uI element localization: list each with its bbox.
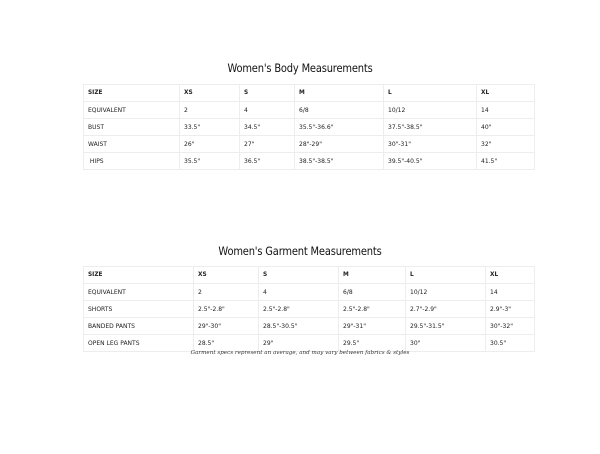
table-cell: 6/8	[295, 102, 384, 119]
table-cell: 34.5"	[240, 119, 295, 136]
row-label: SHORTS	[84, 301, 194, 318]
table-cell: 26"	[180, 136, 240, 153]
header-cell-xs: XS	[180, 85, 240, 102]
header-cell-m: M	[339, 267, 406, 284]
table-cell: 38.5"-38.5"	[295, 153, 384, 170]
table-cell: 29.5"	[339, 335, 406, 352]
table-row-shorts	[84, 301, 535, 318]
row-label: EQUIVALENT	[84, 102, 180, 119]
table-cell: 2.9"-3"	[486, 301, 535, 318]
table-cell: 39.5"-40.5"	[384, 153, 477, 170]
table-row-hips	[84, 153, 535, 170]
table-cell: 33.5"	[180, 119, 240, 136]
header-cell-m: M	[295, 85, 384, 102]
table-row-equivalent	[84, 102, 535, 119]
table-header-row	[84, 85, 535, 102]
table-cell: 2	[180, 102, 240, 119]
table-cell: 35.5"-36.6"	[295, 119, 384, 136]
row-label: WAIST	[84, 136, 180, 153]
table-cell: 10/12	[406, 284, 486, 301]
table-cell: 32"	[477, 136, 535, 153]
table-cell: 2	[194, 284, 259, 301]
table-cell: 30"	[406, 335, 486, 352]
table-cell: 29"-30"	[194, 318, 259, 335]
row-label: BUST	[84, 119, 180, 136]
body-measurements-title: Women's Body Measurements	[227, 61, 373, 75]
table-cell: 30.5"	[486, 335, 535, 352]
row-label: EQUIVALENT	[84, 284, 194, 301]
table-cell: 36.5"	[240, 153, 295, 170]
garment-measurements-title: Women's Garment Measurements	[218, 244, 382, 258]
body-measurements-table	[83, 84, 535, 170]
row-label: BANDED PANTS	[84, 318, 194, 335]
table-cell: 27"	[240, 136, 295, 153]
table-row-open-leg-pants	[84, 335, 535, 352]
table-cell: 10/12	[384, 102, 477, 119]
header-cell-size: SIZE	[84, 85, 180, 102]
table-row-bust	[84, 119, 535, 136]
table-cell: 6/8	[339, 284, 406, 301]
table-cell: 29.5"-31.5"	[406, 318, 486, 335]
table-cell: 30"-31"	[384, 136, 477, 153]
table-row-equivalent	[84, 284, 535, 301]
table-header-row	[84, 267, 535, 284]
table-cell: 4	[259, 284, 339, 301]
header-cell-xs: XS	[194, 267, 259, 284]
table-cell: 2.5"-2.8"	[194, 301, 259, 318]
table-row-banded-pants	[84, 318, 535, 335]
table-cell: 29"-31"	[339, 318, 406, 335]
table-cell: 29"	[259, 335, 339, 352]
table-cell: 2.7"-2.9"	[406, 301, 486, 318]
table-cell: 28.5"-30.5"	[259, 318, 339, 335]
table-cell: 14	[486, 284, 535, 301]
table-cell: 41.5"	[477, 153, 535, 170]
header-cell-s: S	[240, 85, 295, 102]
header-cell-l: L	[406, 267, 486, 284]
table-cell: 28.5"	[194, 335, 259, 352]
table-cell: 4	[240, 102, 295, 119]
table-cell: 2.5"-2.8"	[339, 301, 406, 318]
table-cell: 35.5"	[180, 153, 240, 170]
garment-footnote: Garment specs represent an average, and may vary between fabrics & styles	[190, 350, 410, 356]
row-label: HIPS	[84, 153, 180, 170]
header-cell-s: S	[259, 267, 339, 284]
header-cell-xl: XL	[477, 85, 535, 102]
table-cell: 40"	[477, 119, 535, 136]
header-cell-xl: XL	[486, 267, 535, 284]
table-cell: 30"-32"	[486, 318, 535, 335]
row-label: OPEN LEG PANTS	[84, 335, 194, 352]
garment-measurements-table	[83, 266, 535, 352]
header-cell-l: L	[384, 85, 477, 102]
table-cell: 37.5"-38.5"	[384, 119, 477, 136]
header-cell-size: SIZE	[84, 267, 194, 284]
table-cell: 14	[477, 102, 535, 119]
table-cell: 28"-29"	[295, 136, 384, 153]
table-row-waist	[84, 136, 535, 153]
table-cell: 2.5"-2.8"	[259, 301, 339, 318]
